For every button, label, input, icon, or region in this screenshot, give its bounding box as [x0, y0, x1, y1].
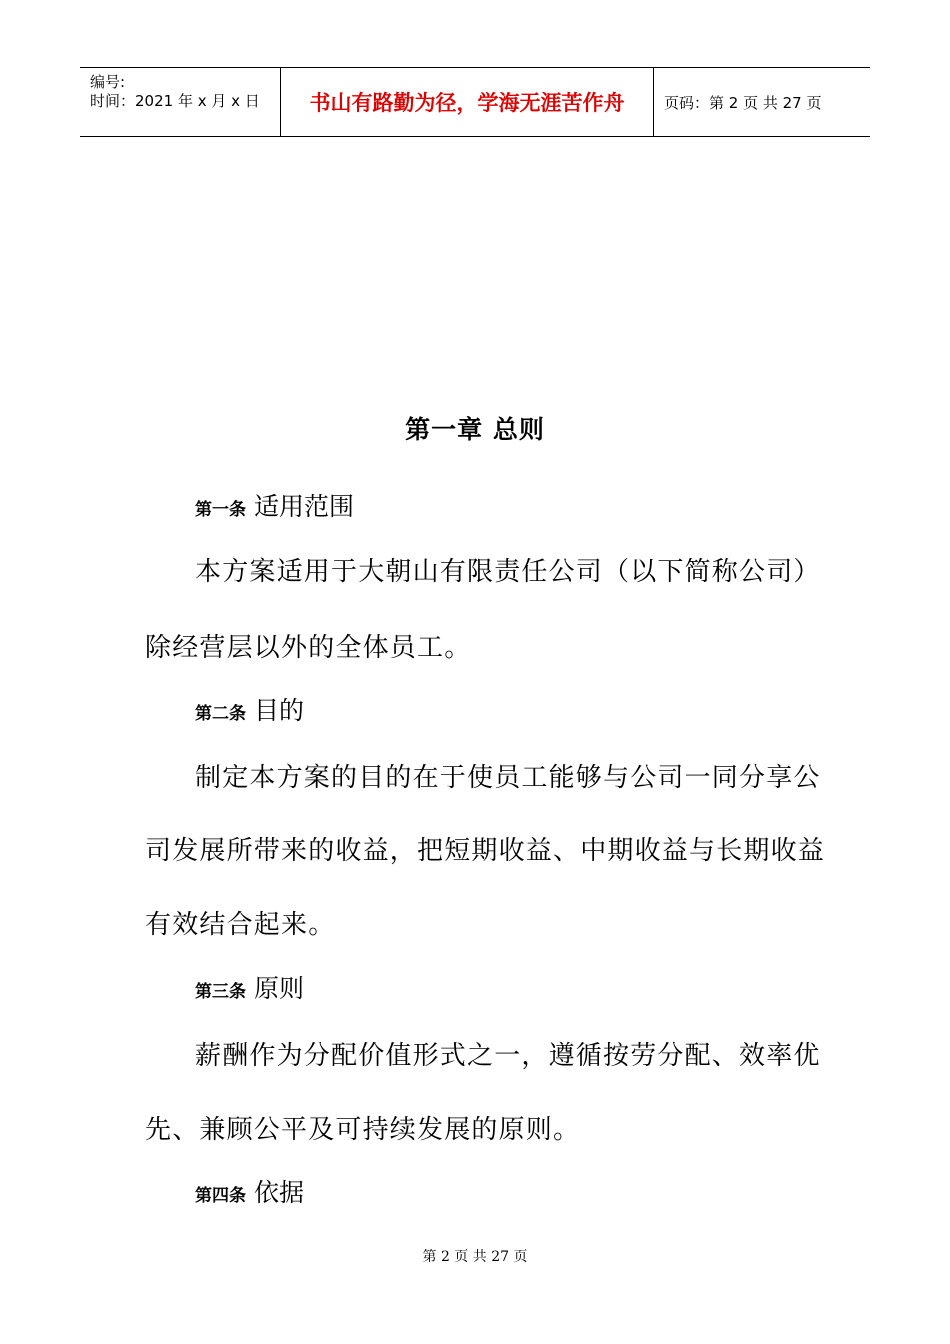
- article-heading: [195, 1173, 304, 1209]
- page-footer: 第 2 页 共 27 页: [422, 1249, 528, 1265]
- header-meta-cell: [80, 68, 281, 136]
- time-label: 时间：2021 年 x 月 x 日: [90, 92, 260, 110]
- paragraph-line: 除经营层以外的全体员工。: [145, 633, 472, 663]
- article-title: 原则: [253, 974, 304, 1003]
- header-table: [80, 67, 870, 137]
- paragraph-line: 有效结合起来。: [145, 910, 336, 940]
- paragraph-line: 薪酬作为分配价值形式之一，遵循按劳分配、效率优: [195, 1041, 821, 1071]
- paragraph-line: 司发展所带来的收益，把短期收益、中期收益与长期收益: [145, 836, 826, 866]
- paragraph-line: 本方案适用于大朝山有限责任公司（以下简称公司）: [195, 557, 821, 587]
- paragraph-line: 先、兼顾公平及可持续发展的原则。: [145, 1115, 581, 1145]
- number-label: 编号:: [90, 73, 126, 91]
- page-info-cell: [664, 68, 821, 136]
- motto-cell: [281, 68, 654, 136]
- article-heading: [195, 969, 304, 1005]
- article-title: 依据: [253, 1178, 304, 1207]
- article-label: 第一条: [195, 500, 246, 520]
- article-heading: [195, 691, 304, 727]
- article-label: 第三条: [195, 982, 246, 1002]
- article-label: 第二条: [195, 704, 246, 724]
- motto-text: 书山有路勤为径，学海无涯苦作舟: [309, 91, 625, 115]
- article-title: 目的: [253, 696, 304, 725]
- chapter-title: 第一章 总则: [405, 415, 545, 444]
- article-heading: [195, 487, 354, 523]
- page-info-text: 页码：第 2 页 共 27 页: [664, 93, 822, 112]
- paragraph-line: 制定本方案的目的在于使员工能够与公司一同分享公: [195, 763, 821, 793]
- article-title: 适用范围: [253, 492, 354, 521]
- article-label: 第四条: [195, 1186, 246, 1206]
